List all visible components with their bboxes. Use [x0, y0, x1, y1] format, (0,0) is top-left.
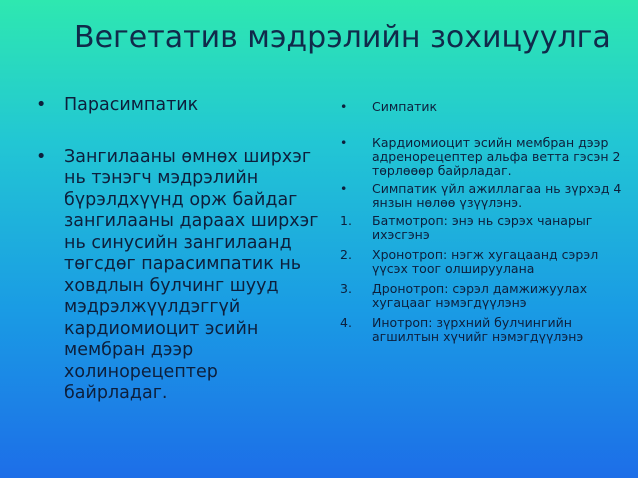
numbered-item [336, 282, 628, 310]
bullet: • [36, 146, 47, 167]
list-item [336, 182, 628, 210]
list-item [336, 100, 628, 114]
numbered-item [336, 214, 628, 242]
bullet: • [340, 135, 348, 150]
list-item [336, 136, 628, 178]
left-column [36, 95, 326, 405]
list-item-text: Зангилааны өмнөх ширхэг нь тэнэгч мэдрэлийн бүрэлдхүүнд орж байдаг зангилааны дараах ширхэг нь синусийн зангилаанд төгсдөг парасимпатик нь ховдлын булчинг шууд мэдрэлжүүлдэггүй кардиомиоцит эсийн мембран дээр холинорецептер байрладаг. [64, 146, 319, 403]
item-number: 1. [340, 213, 352, 228]
right-column [336, 100, 628, 344]
item-number: 3. [340, 281, 352, 296]
list-item [36, 147, 326, 405]
list-item-text: Симпатик үйл ажиллагаа нь зүрхэд 4 янзын нөлөө үзүүлэнэ. [372, 181, 622, 210]
list-item-text: Хронотроп: нэгж хугацаанд сэрэл үүсэх тоог олшируулана [372, 247, 599, 276]
list-item-text: Батмотроп: энэ нь сэрэх чанарыг ихэсгэнэ [372, 213, 593, 242]
list-item-text: Симпатик [372, 99, 438, 114]
bullet: • [36, 95, 47, 115]
numbered-item [336, 248, 628, 276]
numbered-item [336, 316, 628, 344]
item-number: 4. [340, 315, 352, 330]
list-item [36, 95, 326, 117]
bullet: • [340, 99, 348, 114]
list-item-text: Парасимпатик [64, 95, 199, 115]
list-item-text: Кардиомиоцит эсийн мембран дээр адренорецептер альфа ветта гэсэн 2 төрлөөөр байрладаг. [372, 135, 621, 178]
list-item-text: Дронотроп: сэрэл дамжижуулах хугацааг нэмэгдүүлэнэ [372, 281, 588, 310]
bullet: • [340, 181, 348, 196]
slide-title: Вегетатив мэдрэлийн зохицуулга [74, 20, 611, 55]
item-number: 2. [340, 247, 352, 262]
list-item-text: Инотроп: зүрхний булчингийн агшилтын хүчийг нэмэгдүүлэнэ [372, 315, 584, 344]
